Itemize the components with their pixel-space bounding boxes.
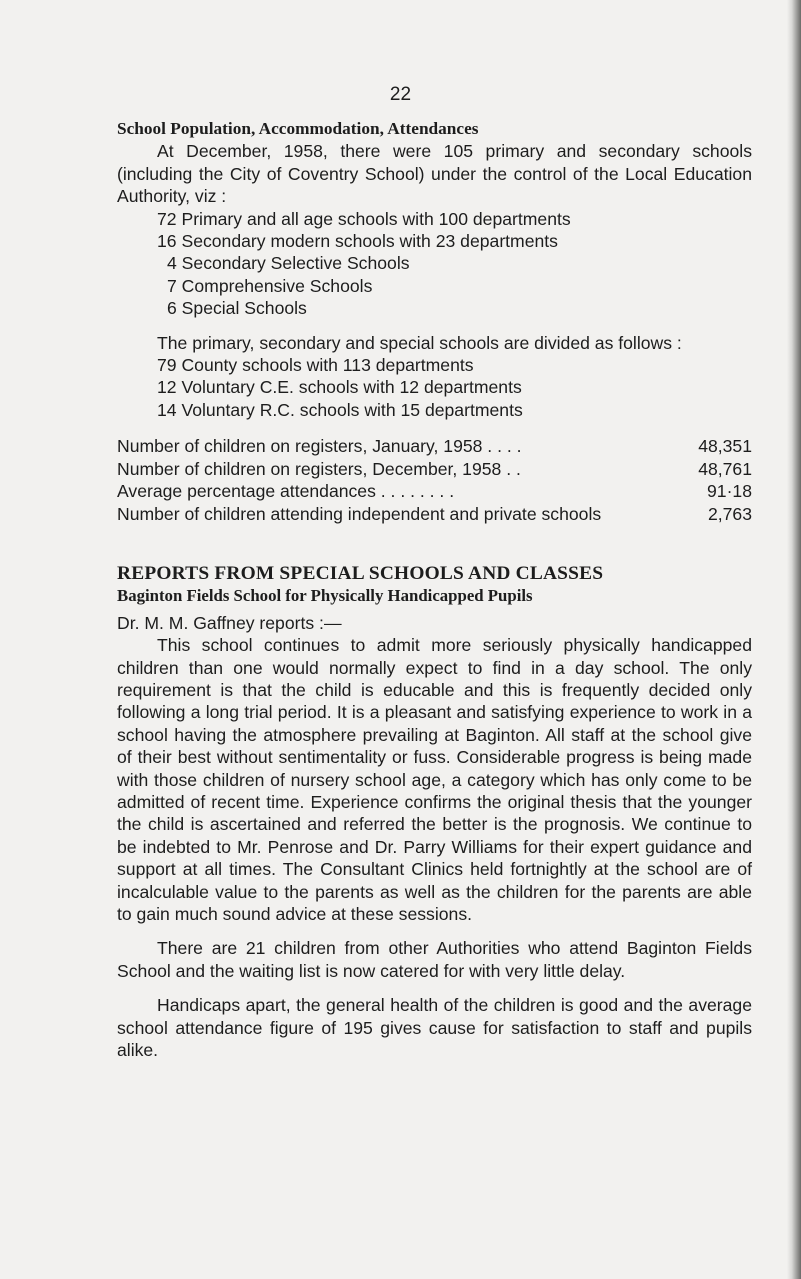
school-types-list — [117, 208, 752, 320]
stat-label: Number of children on registers, January, 1958 . . . . — [117, 436, 522, 457]
intro-paragraph: At December, 1958, there were 105 primary and secondary schools (including the City of Coventry School) under the control of the Local Education Authority, viz : — [117, 141, 752, 207]
stat-value: 48,351 — [698, 436, 752, 457]
list-item: 12 Voluntary C.E. schools with 12 departments — [157, 377, 522, 398]
list-item: 6 Special Schools — [167, 298, 307, 319]
stat-row — [117, 503, 752, 525]
page-content — [117, 118, 752, 1061]
stat-row — [117, 480, 752, 502]
list-item: 16 Secondary modern schools with 23 departments — [157, 231, 558, 252]
stat-row — [117, 435, 752, 457]
subheading-baginton-fields: Baginton Fields School for Physically Handicapped Pupils — [117, 586, 533, 606]
divisions-list — [117, 354, 752, 421]
stat-value: 2,763 — [707, 503, 752, 524]
page-number: 22 — [389, 84, 412, 105]
scan-edge-shadow — [787, 0, 801, 1279]
list-item: 4 Secondary Selective Schools — [167, 253, 410, 274]
stat-value: 91·18 — [707, 481, 752, 502]
stat-label: Average percentage attendances . . . . . . . . — [117, 481, 455, 502]
section-heading-special-schools: REPORTS FROM SPECIAL SCHOOLS AND CLASSES — [117, 562, 604, 584]
stat-row — [117, 458, 752, 480]
stat-label: Number of children on registers, December, 1958 . . — [117, 458, 521, 479]
report-paragraph: Handicaps apart, the general health of the children is good and the average school attendance figure of 195 gives cause for satisfaction to staff and pupils alike. — [117, 995, 752, 1061]
list-item: 72 Primary and all age schools with 100 departments — [157, 208, 571, 229]
stat-label: Number of children attending independent and private schools — [117, 503, 602, 524]
reporter-line: Dr. M. M. Gaffney reports :— — [117, 612, 342, 633]
report-paragraph: There are 21 children from other Authorities who attend Baginton Fields School and the waiting list is now catered for with very little delay. — [117, 938, 752, 981]
division-paragraph: The primary, secondary and special schools are divided as follows : — [157, 332, 682, 353]
report-paragraph: This school continues to admit more seriously physically handicapped children than one would normally expect to find in a day school. The only requirement is that the child is educable and this is frequently decided only following a long trial period. It is a pleasant and satisfying experience to work in a school having the atmosphere prevailing at Baginton. All staff at the school give of their best without sentimentality or fuss. Considerable progress is being made with those children of nursery school age, a category which has only come to be admitted of recent time. Experience confirms the original thesis that the younger the child is ascertained and referred the better is the prognosis. We continue to be indebted to Mr. Penrose and Dr. Parry Williams for their expert guidance and support at all times. The Consultant Clinics held fortnightly at the school are of incalculable value to the parents as well as the children for the parents are able to gain much sound advice at these sessions. — [117, 635, 752, 924]
section-heading-school-population: School Population, Accommodation, Attendances — [117, 119, 479, 138]
list-item: 79 County schools with 113 departments — [157, 355, 474, 376]
list-item: 7 Comprehensive Schools — [167, 275, 373, 296]
stats-table — [117, 435, 752, 525]
stat-value: 48,761 — [698, 458, 752, 479]
list-item: 14 Voluntary R.C. schools with 15 departments — [157, 399, 523, 420]
